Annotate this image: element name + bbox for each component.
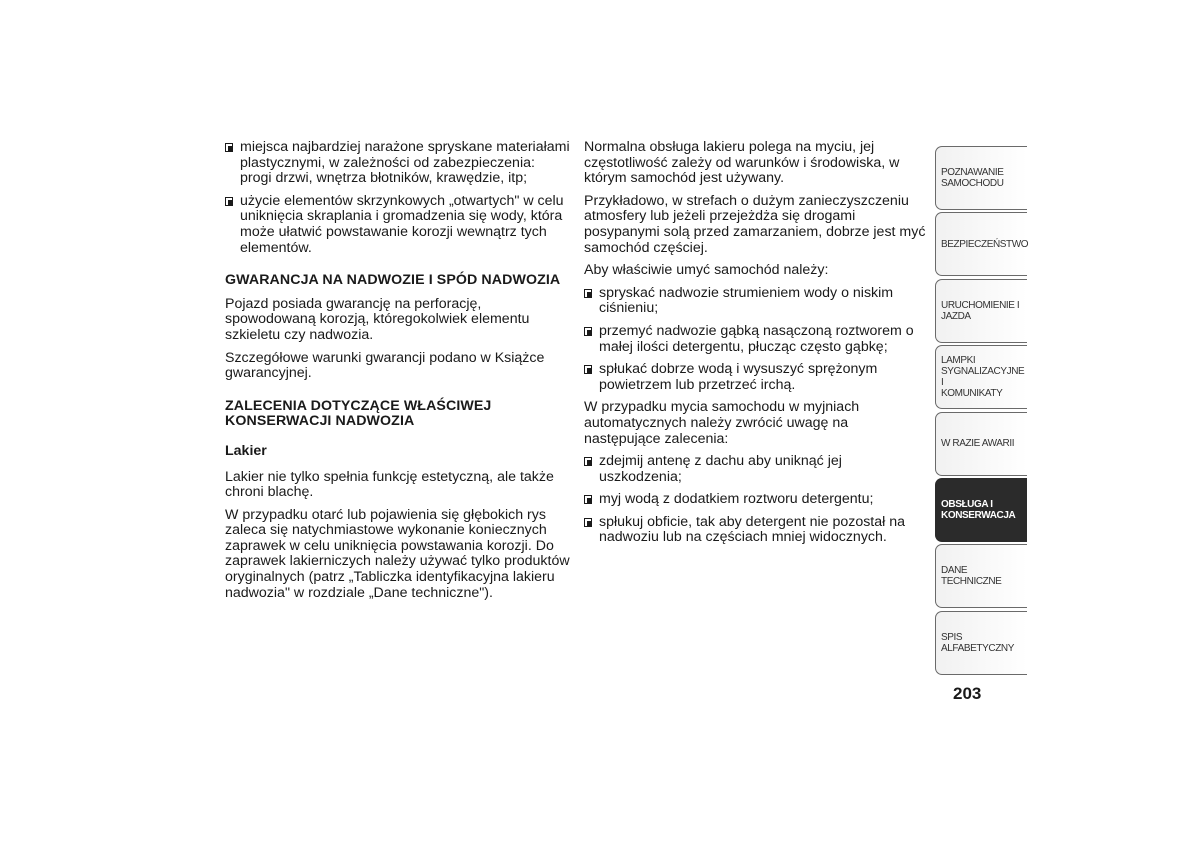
list-item [584, 324, 926, 355]
paragraph: Przykładowo, w strefach o dużym zanieczyszczeniu atmosfery lub jeżeli przejeżdża się drogami posypanymi solą przed zamarzaniem, dobrze jest myć samochód częściej. [584, 192, 926, 256]
checkbox-bullet-icon [225, 143, 233, 152]
subheading-paint: Lakier [225, 442, 267, 459]
tab-w-razie-awarii[interactable]: W RAZIE AWARII [935, 412, 1027, 476]
section-heading-warranty: GWARANCJA NA NADWOZIE I SPÓD NADWOZIA [225, 272, 561, 289]
checkbox-bullet-icon [225, 197, 233, 206]
list-item [584, 454, 926, 485]
checkbox-bullet-icon [584, 457, 592, 466]
list-item-text: spłukuj obficie, tak aby detergent nie pozostał na nadwoziu lub na częściach mniej widocznych. [599, 513, 906, 546]
list-item-text: miejsca najbardziej narażone spryskane materiałami plastycznymi, w zależności od zabezpieczenia: progi drzwi, wnętrza błotników, krawędzie, itp; [240, 139, 570, 187]
list-item [584, 492, 926, 508]
paragraph: Aby właściwie umyć samochód należy: [584, 262, 829, 279]
tab-dane-techniczne[interactable]: DANE TECHNICZNE [935, 544, 1027, 608]
left-column [225, 140, 570, 608]
list-item-text: spryskać nadwozie strumieniem wody o niskim ciśnieniu; [599, 284, 894, 317]
tab-uruchomienie-i-jazda[interactable]: URUCHOMIENIE I JAZDA [935, 279, 1027, 343]
paragraph: Normalna obsługa lakieru polega na myciu, jej częstotliwość zależy od warunków i środowiska, w którym samochód jest używany. [584, 139, 900, 187]
checkbox-bullet-icon [584, 327, 592, 336]
checkbox-bullet-icon [584, 495, 592, 504]
list-item [584, 515, 926, 546]
checkbox-bullet-icon [584, 289, 592, 298]
list-item [584, 286, 926, 317]
chapter-tabs [935, 146, 1027, 677]
list-item-text: zdejmij antenę z dachu aby uniknąć jej uszkodzenia; [599, 453, 842, 485]
list-item [225, 194, 570, 256]
list-item-text: użycie elementów skrzynkowych „otwartych" w celu uniknięcia skraplania i gromadzenia się wody, która może ułatwić powstawanie korozji wewnątrz tych elementów. [240, 192, 564, 256]
right-column [584, 140, 926, 553]
paragraph: W przypadku otarć lub pojawienia się głębokich rys zaleca się natychmiastowe wykonanie koniecznych zaprawek w celu uniknięcia powstawania korozji. Do zaprawek lakierniczych należy używać tylko produktów oryginalnych (patrz „Tabliczka identyfikacyjna lakieru nadwozia" w rozdziale „Dane techniczne"). [225, 506, 570, 601]
list-item-text: myj wodą z dodatkiem roztworu detergentu; [599, 491, 874, 508]
list-item-text: przemyć nadwozie gąbką nasączoną roztworem o małej ilości detergentu, płucząc często gąbkę; [599, 322, 914, 355]
paragraph: Lakier nie tylko spełnia funkcję estetyczną, ale także chroni blachę. [225, 468, 554, 501]
paragraph: Pojazd posiada gwarancję na perforację, spowodowaną korozją, któregokolwiek elementu szkieletu czy nadwozia. [225, 295, 530, 343]
checkbox-bullet-icon [584, 518, 592, 527]
tab-poznawanie-samochodu[interactable]: POZNAWANIE SAMOCHODU [935, 146, 1027, 210]
section-heading-maintenance: ZALECENIA DOTYCZĄCE WŁAŚCIWEJ KONSERWACJI NADWOZIA [225, 397, 492, 430]
page-number: 203 [953, 684, 982, 703]
list-item [225, 140, 570, 187]
list-item-text: spłukać dobrze wodą i wysuszyć sprężonym powietrzem lub przetrzeć irchą. [599, 361, 878, 393]
list-item [584, 362, 926, 393]
paragraph: Szczegółowe warunki gwarancji podano w Książce gwarancyjnej. [225, 349, 545, 382]
tab-lampki-sygnalizacyjne[interactable]: LAMPKI SYGNALIZACYJNE I KOMUNIKATY [935, 345, 1027, 409]
tab-bezpieczenstwo[interactable]: BEZPIECZEŃSTWO [935, 212, 1027, 276]
paragraph: W przypadku mycia samochodu w myjniach automatycznych należy zwrócić uwagę na następujące zalecenia: [584, 399, 860, 447]
tab-obsluga-i-konserwacja[interactable]: OBSŁUGA I KONSERWACJA [935, 478, 1027, 542]
tab-spis-alfabetyczny[interactable]: SPIS ALFABETYCZNY [935, 611, 1027, 675]
checkbox-bullet-icon [584, 365, 592, 374]
